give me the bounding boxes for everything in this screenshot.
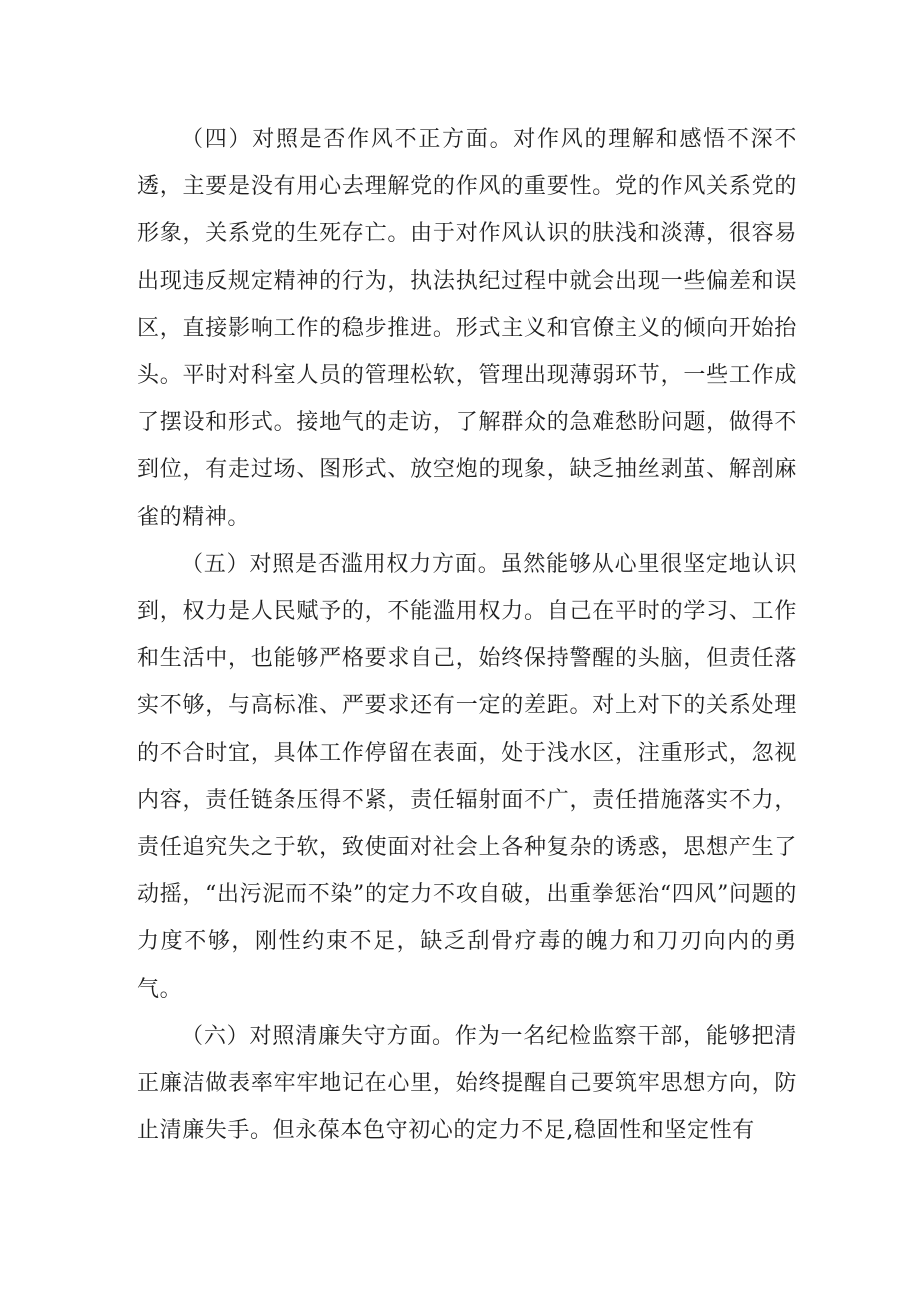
paragraph-section-4: （四）对照是否作风不正方面。对作风的理解和感悟不深不透，主要是没有用心去理解党的作风的重要性。党的作风关系党的形象，关系党的生死存亡。由于对作风认识的肤浅和淡薄，很容易出现违反规定精神的行为，执法执纪过程中就会出现一些偏差和误区，直接影响工作的稳步推进。形式主义和官僚主义的倾向开始抬头。平时对科室人员的管理松软，管理出现薄弱环节，一些工作成了摆设和形式。接地气的走访，了解群众的急难愁盼问题，做得不到位，有走过场、图形式、放空炮的现象，缺乏抽丝剥茧、解剖麻雀的精神。 (137, 127, 797, 530)
paragraph-section-5: （五）对照是否滥用权力方面。虽然能够从心里很坚定地认识到，权力是人民赋予的，不能滥用权力。自己在平时的学习、工作和生活中，也能够严格要求自己，始终保持警醒的头脑，但责任落实不够，与高标准、严要求还有一定的差距。对上对下的关系处理的不合时宜，具体工作停留在表面，处于浅水区，注重形式，忽视内容，责任链条压得不紧，责任辐射面不广，责任措施落实不力，责任追究失之于软，致使面对社会上各种复杂的诱惑，思想产生了动摇，“出污泥而不染”的定力不攻自破，出重拳惩治“四风”问题的力度不够，刚性约束不足，缺乏刮骨疗毒的魄力和刀刃向内的勇气。 (137, 551, 797, 1002)
document-body (137, 116, 797, 1154)
paragraph-section-6: （六）对照清廉失守方面。作为一名纪检监察干部，能够把清正廉洁做表率牢牢地记在心里，始终提醒自己要筑牢思想方向，防止清廉失手。但永葆本色守初心的定力不足,稳固性和坚定性有 (137, 1023, 797, 1144)
